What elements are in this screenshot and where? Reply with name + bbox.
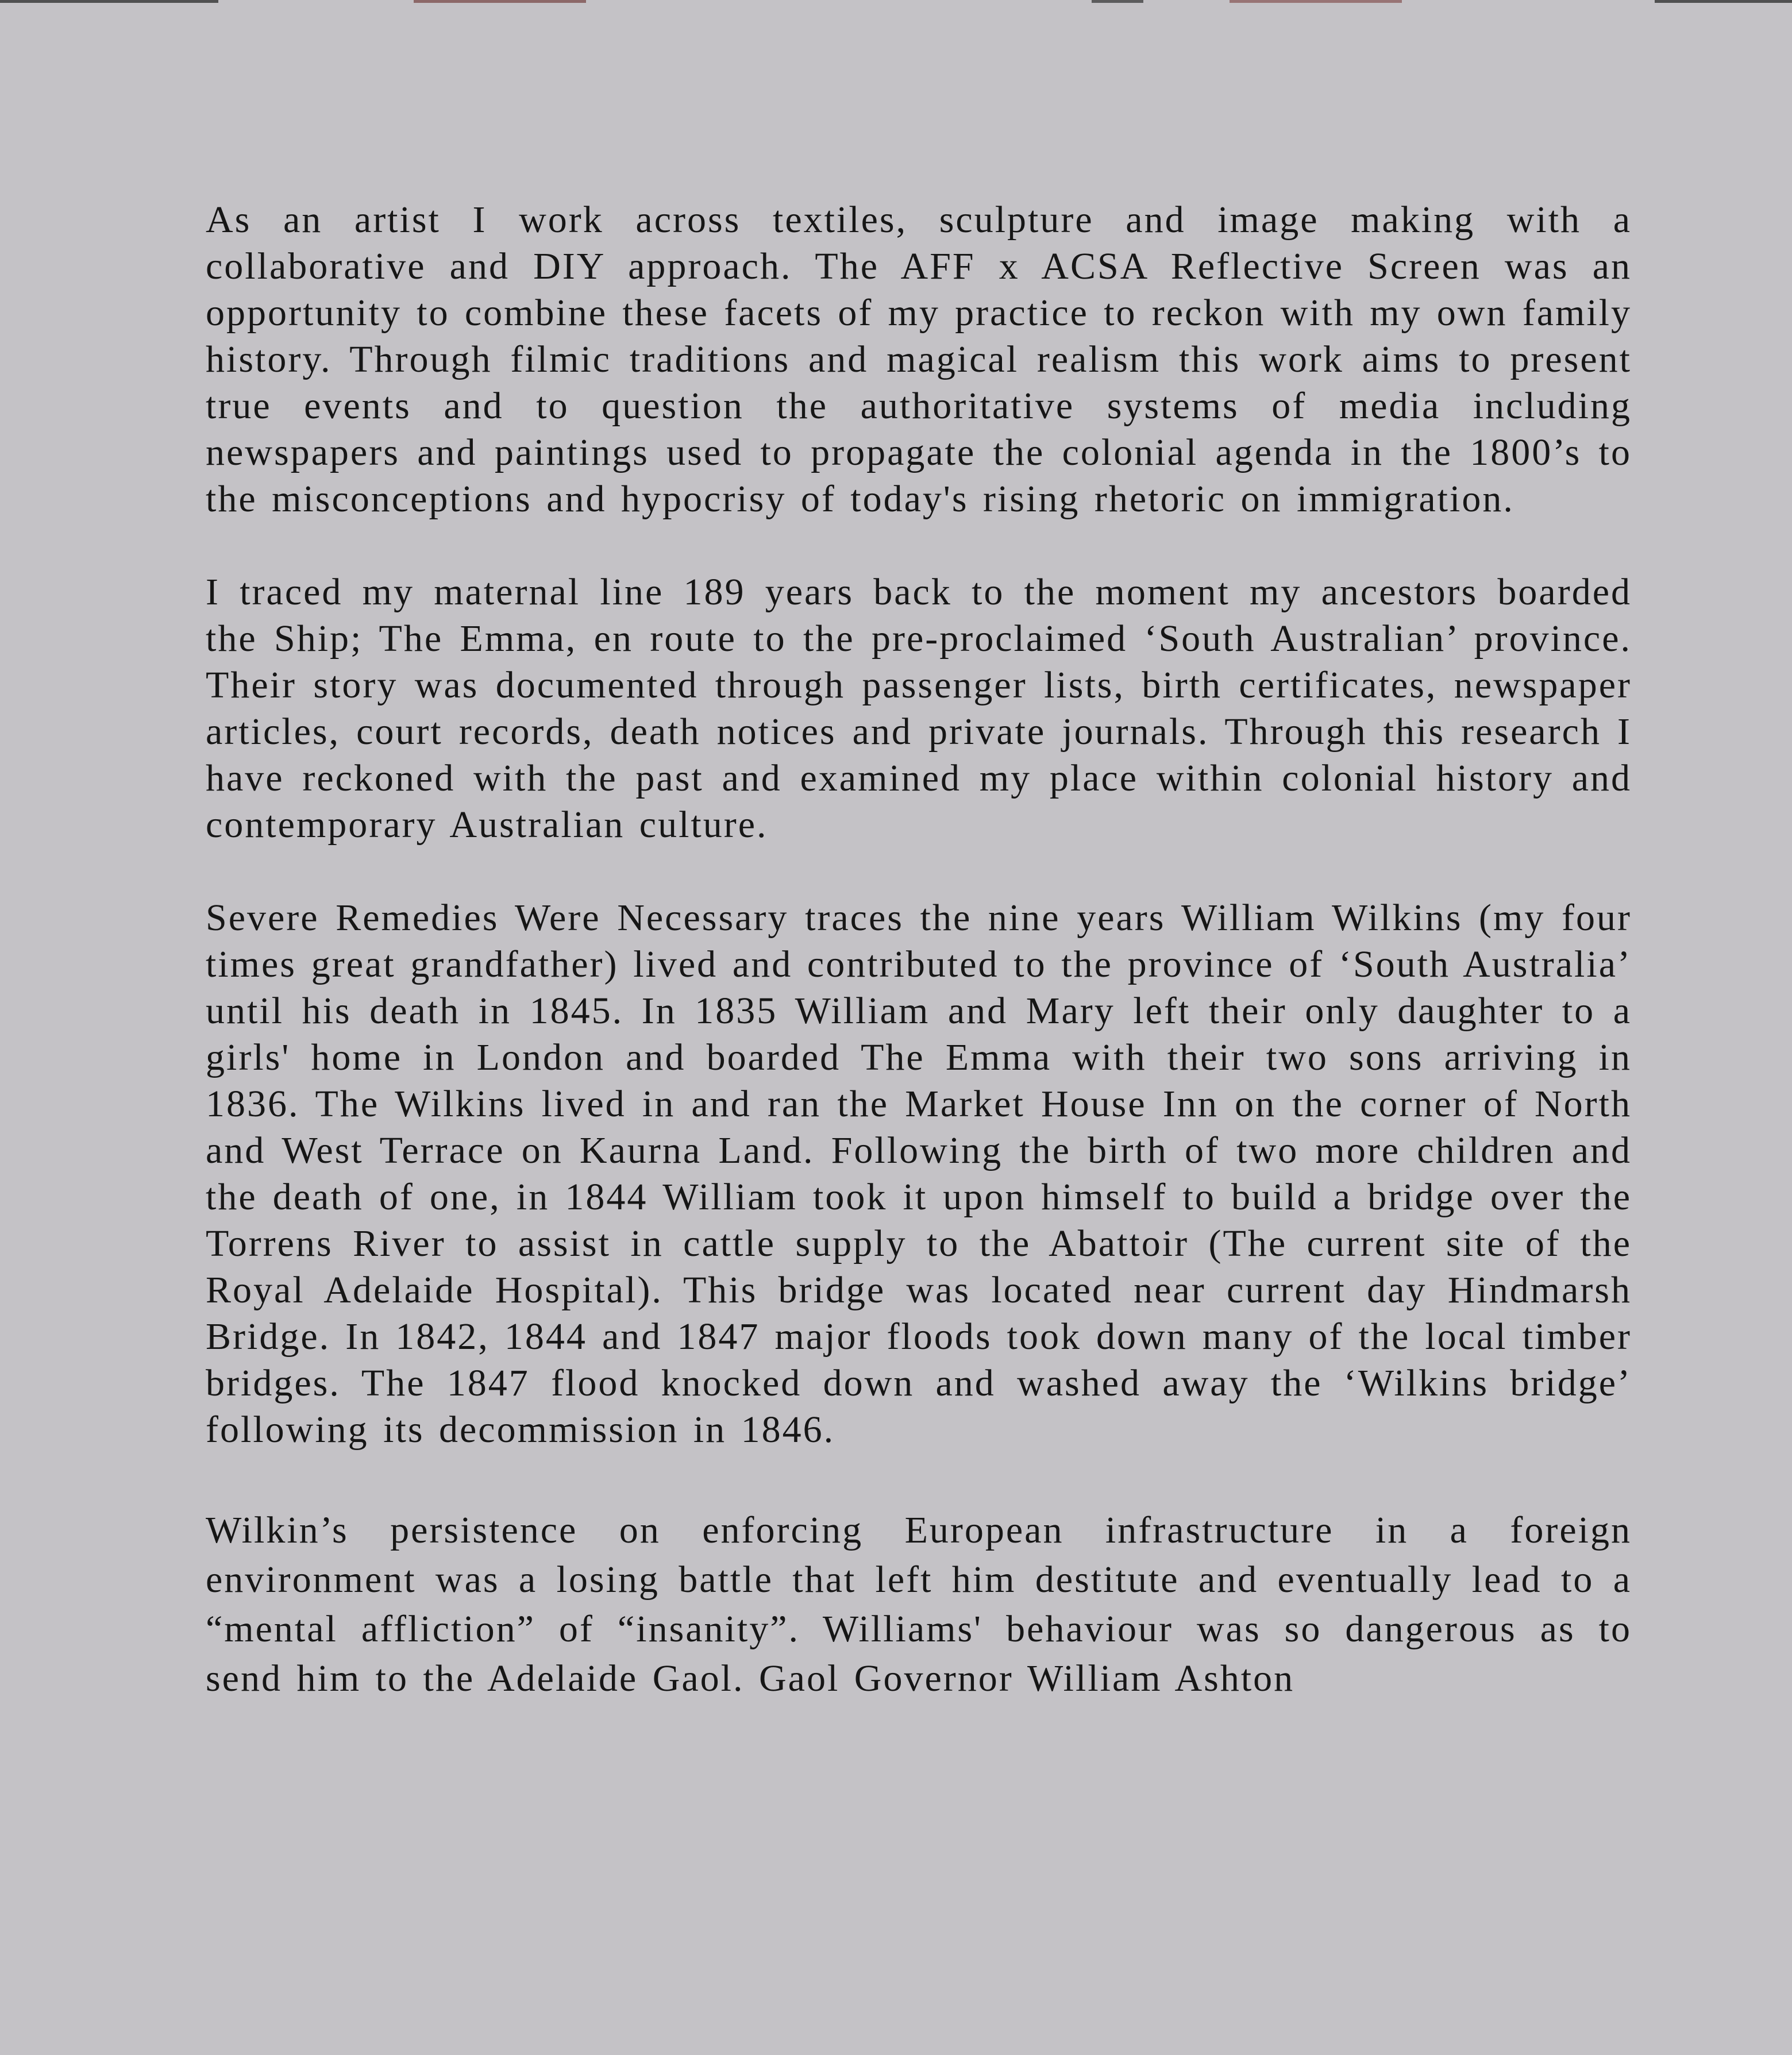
top-edge-strip bbox=[0, 0, 1792, 3]
paragraph-maternal-line: I traced my maternal line 189 years back to the moment my ancestors boarded the Ship; The Emma, en route to the pre-proclaimed ‘South Australian’ province. Their story was documented through passenger lists, birth certificates, newspaper articles, court records, death notices and private journals. Through this research I have reckoned with the past and examined my place within colonial history and contemporary Australian culture. bbox=[206, 571, 1632, 846]
paragraph-william-wilkins: Severe Remedies Were Necessary traces the nine years William Wilkins (my four times great grandfather) lived and contributed to the province of ‘South Australia’ until his death in 1845. In 1835 William and Mary left their only daughter to a girls' home in London and boarded The Emma with their two sons arriving in 1836. The Wilkins lived in and ran the Market House Inn on the corner of North and West Terrace on Kaurna Land. Following the birth of two more children and the death of one, in 1844 William took it upon himself to build a bridge over the Torrens River to assist in cattle supply to the Abattoir (The current site of the Royal Adelaide Hospital). This bridge was located near current day Hindmarsh Bridge. In 1842, 1844 and 1847 major floods took down many of the local timber bridges. The 1847 flood knocked down and washed away the ‘Wilkins bridge’ following its decommission in 1846. bbox=[206, 897, 1632, 1451]
artist-statement-text bbox=[206, 196, 1632, 1703]
paragraph-artist-practice: As an artist I work across textiles, sculpture and image making with a collaborative and DIY approach. The AFF x ACSA Reflective Screen was an opportunity to combine these facets of my practice to reckon with my own family history. Through filmic traditions and magical realism this work aims to present true events and to question the authoritative systems of media including newspapers and paintings used to propagate the colonial agenda in the 1800’s to the misconceptions and hypocrisy of today's rising rhetoric on immigration. bbox=[206, 199, 1632, 520]
paragraph-persistence: Wilkin’s persistence on enforcing European infrastructure in a foreign environment was a losing battle that left him destitute and eventually lead to a “mental affliction” of “insanity”. Williams' behaviour was so dangerous as to send him to the Adelaide Gaol. Gaol Governor William Ashton bbox=[206, 1509, 1632, 1699]
